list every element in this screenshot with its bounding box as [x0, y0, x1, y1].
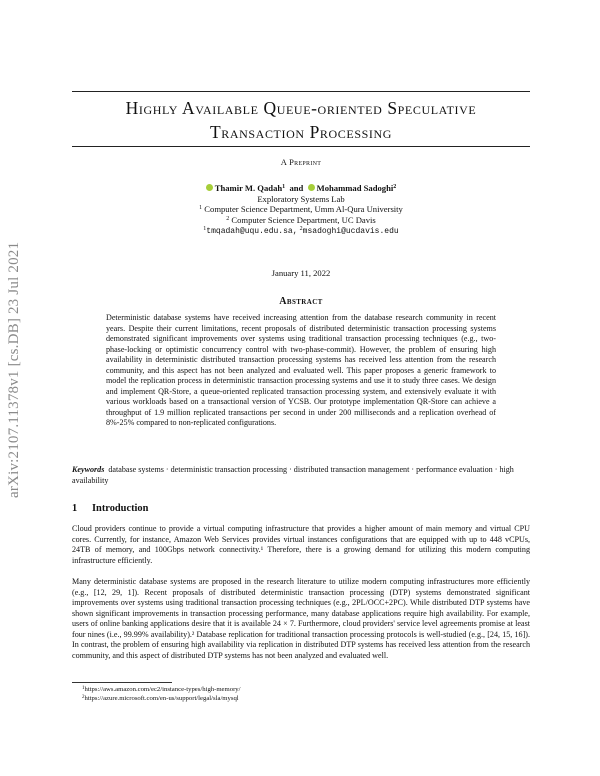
author-block	[72, 183, 530, 238]
footnote-2-mark: 2	[82, 695, 85, 701]
section-number: 1	[72, 503, 78, 514]
arxiv-identifier: arXiv:2107.11378v1 [cs.DB] 23 Jul 2021	[6, 241, 22, 499]
footnote-2	[82, 694, 530, 703]
title-top-rule	[72, 91, 530, 92]
paper-title	[72, 96, 530, 144]
affiliation-1	[72, 204, 530, 215]
affiliation-2-mark: 2	[226, 215, 230, 222]
email-2-mark: 2	[299, 226, 303, 233]
lab-name: Exploratory Systems Lab	[257, 193, 345, 204]
orcid-icon[interactable]	[308, 184, 315, 191]
preprint-label: A Preprint	[280, 157, 322, 167]
title-line-2: Transaction Processing	[209, 122, 392, 142]
footnotes	[82, 685, 530, 703]
footnote-rule	[72, 682, 172, 683]
author-2-affiliation-mark: 2	[393, 184, 397, 190]
keywords-label: Keywords	[72, 465, 105, 474]
affiliation-1-text: Computer Science Department, Umm Al-Qura University	[204, 204, 403, 215]
footnote-1-mark: 1	[82, 686, 85, 691]
author-1-affiliation-mark: 1	[282, 184, 286, 190]
affiliation-2	[72, 215, 530, 226]
author-1: Thamir M. Qadah	[214, 183, 283, 193]
footnote-2-link[interactable]: https://azure.microsoft.com/en-us/support/legal/sla/mysql	[84, 695, 239, 703]
orcid-icon[interactable]	[206, 184, 213, 191]
affiliation-2-text: Computer Science Department, UC Davis	[231, 214, 376, 225]
publication-date: January 11, 2022	[271, 268, 331, 278]
author-names	[72, 183, 530, 194]
email-2[interactable]: msadoghi@ucdavis.edu	[302, 227, 399, 237]
affiliation-1-mark: 1	[199, 205, 203, 212]
section-title: Introduction	[92, 503, 149, 514]
intro-paragraph-1: Cloud providers continue to provide a virtual computing infrastructure that provides a higher amount of main memory and virtual CPU cores. Currently, for instance, Amazon Web Services provides virtual instances configurations that are equipped with up to 448 vCPUs, 24TB of memory, and 100Gbps network connectivity.¹ Therefore, there is a growing demand for utilizing this modern computing infrastructure efficiently.	[72, 524, 530, 565]
footnote-1-link[interactable]: https://aws.amazon.com/ec2/instance-types/high-memory/	[84, 686, 241, 693]
intro-paragraph-2: Many deterministic database systems are proposed in the research literature to utilize modern computing infrastructures more efficiently (e.g., [12, 29, 1]). Recent proposals of distributed deterministic transaction processing (DTP) systems demonstrated significant improvements over systems using traditional transaction processing techniques (e.g., 2PL/OCC+2PC). While distributed DTP systems have shown significant improvements in transaction processing performance, many database applications require high availability. For example, users of online banking applications desire that it is available 24 × 7. Furthermore, cloud providers' service level agreements promise at least four nines (i.e., 99.99% availability).² Database replication for traditional transaction processing protocols is well-studied (e.g., [24, 15, 16]). In contrast, the problem of ensuring high availability via replication in distributed DTP systems has received less attention from the research community, and this aspect of distributed DTP systems has not been analyzed and evaluated well.	[72, 577, 530, 660]
author-2: Mohammad Sadoghi	[316, 183, 394, 193]
keywords-text: database systems · deterministic transaction processing · distributed transaction management · performance evaluation · high availability	[72, 465, 514, 485]
author-emails	[72, 225, 530, 238]
title-bottom-rule	[72, 146, 530, 147]
abstract-text: Deterministic database systems have received increasing attention from the database research community in recent years. Despite their current limitations, recent proposals of distributed deterministic transaction processing systems demonstrated significant improvements over systems using traditional transaction processing techniques (e.g., two-phase-locking or optimistic concurrency control with two-phase-commit). However, the problem of ensuring high availability in deterministic distributed transaction processing systems has received less attention from the research community, and this aspect has not been analyzed and evaluated well. This paper proposes a generic framework to model the replication process in deterministic transaction processing systems and use it to study three cases. We design and implement QR-Store, a queue-oriented replicated transaction processing system, and extensively evaluate it with various workloads based on a transactional version of YCSB. Our prototype implementation QR-Store can achieve a throughput of 1.9 million replicated transactions per second in under 200 milliseconds and a replication overhead of 8%-25% compared to non-replicated configurations.	[106, 313, 496, 428]
title-line-1: Highly Available Queue-oriented Speculative	[125, 98, 477, 118]
email-1[interactable]: tmqadah@uqu.edu.sa,	[206, 227, 298, 237]
author-conjunction: and	[289, 183, 304, 193]
footnote-1	[82, 685, 530, 694]
abstract-heading: Abstract	[279, 296, 323, 307]
keywords	[72, 465, 530, 486]
email-1-mark: 1	[203, 226, 207, 233]
section-heading-introduction	[72, 503, 530, 514]
